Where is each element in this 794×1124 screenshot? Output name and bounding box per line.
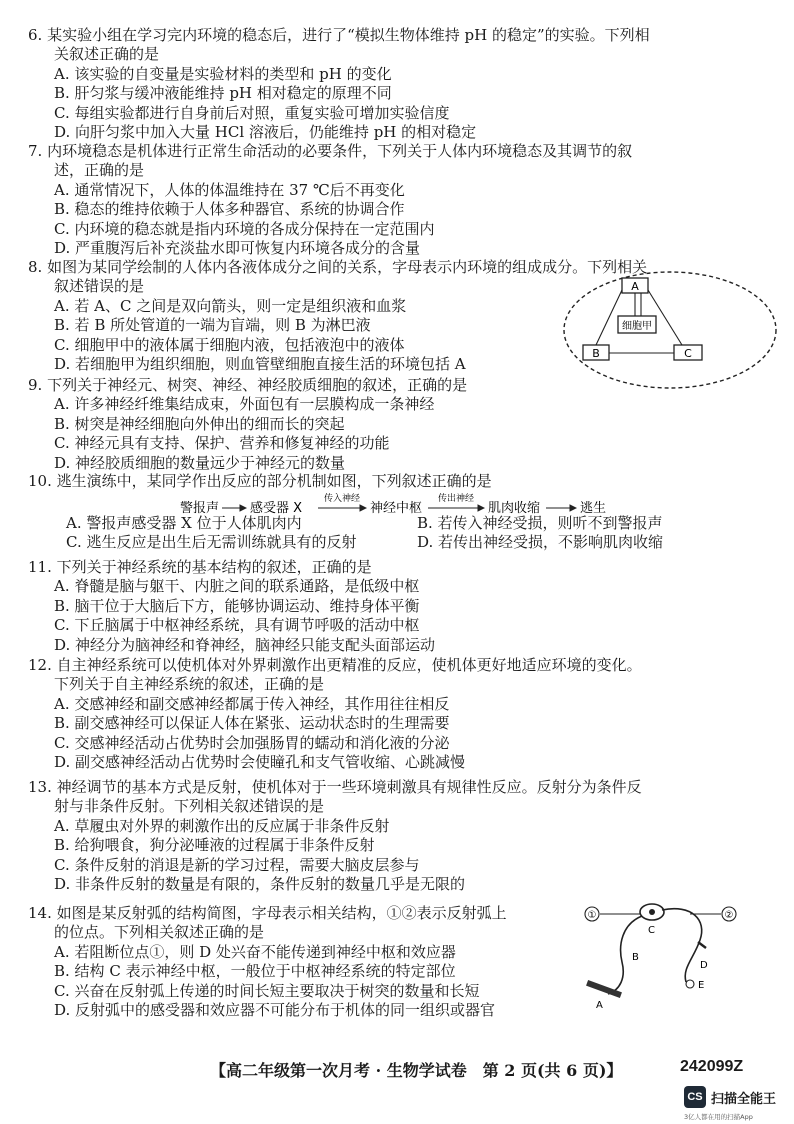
- question-12-option-d: D. 副交感神经活动占优势时会使瞳孔和支气管收缩、心跳减慢: [54, 753, 466, 772]
- question-10-options: [28, 514, 768, 553]
- question-10-option-d: D. 若传出神经受损，不影响肌肉收缩: [417, 533, 664, 552]
- question-6: [28, 26, 768, 142]
- question-6-option-a: A. 该实验的自变量是实验材料的类型和 pH 的变化: [54, 64, 392, 83]
- flow-alarm: 警报声: [180, 501, 220, 516]
- question-7-stem-1: 7. 内环境稳态是机体进行正常生命活动的必要条件，下列关于人体内环境稳态及其调节的叙: [28, 142, 633, 160]
- question-8-option-d: D. 若细胞甲为组织细胞，则血管壁细胞直接生活的环境包括 A: [54, 355, 466, 374]
- question-8-stem-1: 8. 如图为某同学绘制的人体内各液体成分之间的关系，字母表示内环境的组成成分。下列相关: [28, 258, 648, 276]
- reflex-arc-diagram: [582, 900, 752, 1010]
- site-2-label: ②: [724, 910, 734, 921]
- site-1-label: ①: [587, 910, 597, 921]
- scanner-name: 扫描全能王: [711, 1092, 777, 1107]
- question-7-option-d: D. 严重腹泻后补充淡盐水即可恢复内环境各成分的含量: [54, 239, 421, 258]
- question-6-option-d: D. 向肝匀浆中加入大量 HCl 溶液后，仍能维持 pH 的相对稳定: [54, 123, 477, 142]
- question-6-stem-2: 关叙述正确的是: [54, 45, 160, 64]
- question-9-stem-1: 9. 下列关于神经元、树突、神经、神经胶质细胞的叙述，正确的是: [28, 376, 468, 394]
- question-6-option-c: C. 每组实验都进行自身前后对照，重复实验可增加实验信度: [54, 103, 450, 122]
- scanner-tagline: 3亿人都在用的扫描App: [684, 1113, 753, 1121]
- question-13-option-d: D. 非条件反射的数量是有限的，条件反射的数量几乎是无限的: [54, 875, 466, 894]
- question-14-stem-2: 的位点。下列相关叙述正确的是: [54, 923, 265, 942]
- question-8-option-b: B. 若 B 所处管道的一端为盲端，则 B 为淋巴液: [54, 316, 371, 335]
- flow-center: 神经中枢: [370, 501, 423, 516]
- node-b-label: B: [592, 347, 600, 360]
- question-11-option-a: A. 脊髓是脑与躯干、内脏之间的联系通路，是低级中枢: [54, 577, 420, 596]
- question-9-option-a: A. 许多神经纤维集结成束，外面包有一层膜构成一条神经: [54, 395, 435, 414]
- efferent-path: [662, 909, 702, 982]
- question-10-stem-1: 10. 逃生演练中，某同学作出反应的部分机制如图，下列叙述正确的是: [28, 472, 492, 490]
- question-11: [28, 558, 768, 655]
- question-11-stem-1: 11. 下列关于神经系统的基本结构的叙述，正确的是: [28, 558, 372, 576]
- question-9-option-b: B. 树突是神经细胞向外伸出的细而长的突起: [54, 414, 345, 433]
- flow-escape: 逃生: [580, 501, 607, 516]
- question-9-option-c: C. 神经元具有支持、保护、营养和修复神经的功能: [54, 434, 390, 453]
- question-13-option-a: A. 草履虫对外界的刺激作出的反应属于非条件反射: [54, 816, 390, 835]
- structure-e-label: E: [698, 980, 705, 991]
- question-14-option-b: B. 结构 C 表示神经中枢，一般位于中枢神经系统的特定部位: [54, 962, 456, 981]
- question-12-option-c: C. 交感神经活动占优势时会加强肠胃的蠕动和消化液的分泌: [54, 733, 450, 752]
- structure-d-label: D: [700, 960, 708, 971]
- question-13: [28, 778, 768, 894]
- question-14-option-d: D. 反射弧中的感受器和效应器不可能分布于机体的同一组织或器官: [54, 1001, 496, 1020]
- question-14-option-a: A. 若阻断位点①，则 D 处兴奋不能传递到神经中枢和效应器: [54, 942, 456, 961]
- question-7-stem-2: 述，正确的是: [54, 161, 145, 180]
- diagram-dashed-ellipse: [564, 272, 776, 388]
- question-9-option-d: D. 神经胶质细胞的数量远少于神经元的数量: [54, 453, 346, 472]
- question-11-option-b: B. 脑干位于大脑后下方，能够协调运动、维持身体平衡: [54, 596, 420, 615]
- node-a-label: A: [631, 280, 639, 293]
- flow-receptor: 感受器 X: [250, 501, 303, 516]
- cell-jia-label: 细胞甲: [622, 321, 652, 332]
- node-c-label: C: [684, 347, 692, 360]
- question-14-stem-1: 14. 如图是某反射弧的结构简图，字母表示相关结构，①②表示反射弧上: [28, 904, 507, 922]
- scanner-watermark: [684, 1086, 794, 1122]
- question-6-option-b: B. 肝匀浆与缓冲液能维持 pH 相对稳定的原理不同: [54, 84, 392, 103]
- question-10-option-c: C. 逃生反应是出生后无需训练就具有的反射: [66, 533, 357, 552]
- question-7: [28, 142, 768, 258]
- structure-c-label: C: [648, 925, 655, 936]
- question-13-option-b: B. 给狗喂食，狗分泌唾液的过程属于非条件反射: [54, 836, 375, 855]
- question-7-option-a: A. 通常情况下，人体的体温维持在 37 ℃后不再变化: [54, 180, 405, 199]
- question-10-option-a: A. 警报声感受器 X 位于人体肌肉内: [66, 514, 302, 532]
- question-13-option-c: C. 条件反射的消退是新的学习过程，需要大脑皮层参与: [54, 855, 420, 874]
- question-13-stem-1: 13. 神经调节的基本方式是反射，使机体对于一些环境刺激具有规律性反应。反射分为条件反: [28, 778, 642, 796]
- footer-title: 【高二年级第一次月考 · 生物学试卷 第 2 页(共 6 页)】: [210, 1061, 623, 1080]
- question-8-stem-2: 叙述错误的是: [54, 277, 145, 296]
- effector-e-shape: [686, 980, 694, 988]
- structure-c-core: [649, 909, 655, 915]
- flow-afferent-label: 传入神经: [323, 494, 361, 504]
- question-12-stem-2: 下列关于自主神经系统的叙述，正确的是: [54, 675, 325, 694]
- flow-muscle: 肌肉收缩: [488, 501, 541, 516]
- question-12-option-a: A. 交感神经和副交感神经都属于传入神经，其作用往往相反: [54, 694, 450, 713]
- question-8-option-a: A. 若 A、C 之间是双向箭头，则一定是组织液和血浆: [54, 296, 407, 315]
- question-6-stem-1: 6. 某实验小组在学习完内环境的稳态后，进行了“模拟生物体维持 pH 的稳定”的实验。下列相: [28, 26, 650, 44]
- question-8-option-c: C. 细胞甲中的液体属于细胞内液，包括液泡中的液体: [54, 335, 405, 354]
- question-13-stem-2: 射与非条件反射。下列相关叙述错误的是: [54, 797, 325, 816]
- structure-a-label: A: [596, 1000, 603, 1010]
- question-10-option-b: B. 若传入神经受损，则听不到警报声: [417, 514, 663, 532]
- question-7-option-b: B. 稳态的维持依赖于人体多种器官、系统的协调合作: [54, 200, 405, 219]
- flow-efferent-label: 传出神经: [437, 494, 475, 504]
- question-10: [28, 472, 768, 491]
- footer-code: 242099Z: [680, 1058, 744, 1075]
- question-7-option-c: C. 内环境的稳态就是指内环境的各成分保持在一定范围内: [54, 219, 435, 238]
- question-14-option-c: C. 兴奋在反射弧上传递的时间长短主要取决于树突的数量和长短: [54, 981, 480, 1000]
- structure-b-label: B: [632, 952, 639, 963]
- question-11-option-d: D. 神经分为脑神经和脊神经，脑神经只能支配头面部运动: [54, 635, 436, 654]
- body-fluid-diagram: [560, 268, 780, 392]
- question-12-option-b: B. 副交感神经可以保证人体在紧张、运动状态时的生理需要: [54, 714, 450, 733]
- scanner-logo: CS: [684, 1086, 706, 1108]
- synapse-mark: [698, 942, 706, 948]
- question-12: [28, 656, 768, 772]
- question-11-option-c: C. 下丘脑属于中枢神经系统，具有调节呼吸的活动中枢: [54, 616, 420, 635]
- question-9: [28, 376, 768, 473]
- question-12-stem-1: 12. 自主神经系统可以使机体对外界刺激作出更精准的反应，使机体更好地适应环境的变化。: [28, 656, 642, 674]
